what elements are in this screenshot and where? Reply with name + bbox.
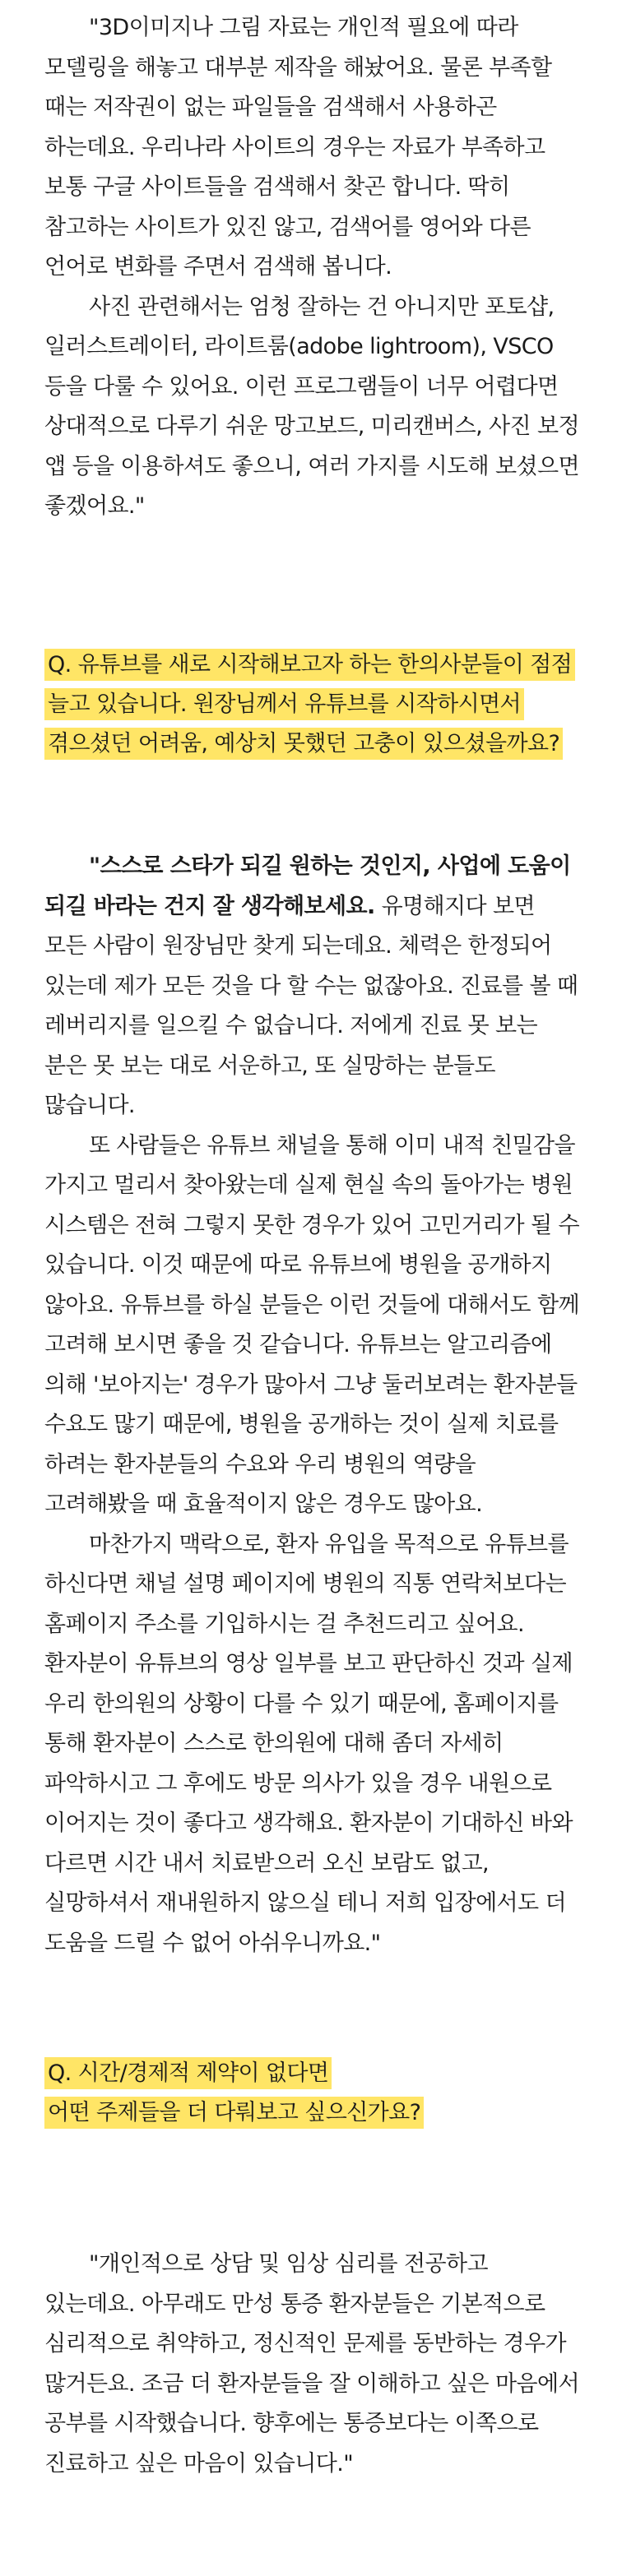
question-line <box>44 2093 581 2133</box>
answer-block-1 <box>44 8 581 527</box>
question-highlight: 어떤 주제들을 더 다뤄보고 싶으신가요? <box>44 2097 424 2129</box>
answer-block-3 <box>44 2245 581 2484</box>
answer-paragraph: 또 사람들은 유튜브 채널을 통해 이미 내적 친밀감을 가지고 멀리서 찾아왔는데 실제 현실 속의 돌아가는 병원 시스템은 전혀 그렇지 못한 경우가 있어 고민거리가 될 수 있습니다. 이것 때문에 따로 유튜브에 병원을 공개하지 않아요. 유튜브를 하실 분들은 이런 것들에 대해서도 함께 고려해 보시면 좋을 것 같습니다. 유튜브는 알고리즘에 의해 '보아지는' 경우가 많아서 그냥 둘러보려는 환자분들 수요도 많기 때문에, 병원을 공개하는 것이 실제 치료를 하려는 환자분들의 수요와 우리 병원의 역량을 고려해봤을 때 효율적이지 않은 경우도 많아요. <box>44 1132 579 1517</box>
question-text <box>44 645 581 764</box>
answer-block-2 <box>44 847 581 1963</box>
answer-text: 유명해지다 보면 모든 사람이 원장님만 찾게 되는데요. 체력은 한정되어 있는데 제가 모든 것을 다 할 수는 없잖아요. 진료를 볼 때 레버리지를 일으킬 수 없습니다. 저에게 진료 못 보는 분은 못 보는 대로 서운하고, 또 실망하는 분들도 많습니다. <box>44 893 578 1118</box>
answer-paragraph: "개인적으로 상담 및 임상 심리를 전공하고 있는데요. 아무래도 만성 통증 환자분들은 기본적으로 심리적으로 취약하고, 정신적인 문제를 동반하는 경우가 많거든요. 조금 더 환자분들을 잘 이해하고 싶은 마음에서 공부를 시작했습니다. 향후에는 통증보다는 이쪽으로 진료하고 싶은 마음이 있습니다." <box>44 2251 579 2477</box>
answer-paragraph: "3D이미지나 그림 자료는 개인적 필요에 따라 모델링을 해놓고 대부분 제작을 해놨어요. 물론 부족할 때는 저작권이 없는 파일들을 검색해서 사용하곤 하는데요. 우리나라 사이트의 경우는 자료가 부족하고 보통 구글 사이트들을 검색해서 찾곤 합니다. 딱히 참고하는 사이트가 있진 않고, 검색어를 영어와 다른 언어로 변화를 주면서 검색해 봅니다. <box>44 15 552 280</box>
question-highlight: Q. 시간/경제적 제약이 없다면 <box>44 2057 332 2089</box>
answer-paragraph: 마찬가지 맥락으로, 환자 유입을 목적으로 유튜브를 하신다면 채널 설명 페이지에 병원의 직통 연락처보다는 홈페이지 주소를 기입하시는 걸 추천드리고 싶어요. 환자분이 유튜브의 영상 일부를 보고 판단하신 것과 실제 우리 한의원의 상황이 다를 수 있기 때문에, 홈페이지를 통해 환자분이 스스로 한의원에 대해 좀더 자세히 파악하시고 그 후에도 방문 의사가 있을 경우 내원으로 이어지는 것이 좋다고 생각해요. 환자분이 기대하신 바와 다르면 시간 내서 치료받으러 오신 보람도 없고, 실망하셔서 재내원하지 않으실 테니 저희 입장에서도 더 도움을 드릴 수 없어 아쉬우니까요." <box>44 1531 573 1956</box>
answer-paragraph <box>44 847 581 1126</box>
question-block-3 <box>44 2054 581 2133</box>
answer-paragraph: 사진 관련해서는 엄청 잘하는 건 아니지만 포토샵, 일러스트레이터, 라이트룸(adobe lightroom), VSCO 등을 다룰 수 있어요. 이런 프로그램들이 너무 어렵다면 상대적으로 다루기 쉬운 망고보드, 미리캔버스, 사진 보정 앱 등을 이용하셔도 좋으니, 여러 가지를 시도해 보셨으면 좋겠어요." <box>44 294 579 519</box>
question-line <box>44 2054 581 2093</box>
question-highlight: Q. 유튜브를 새로 시작해보고자 하는 한의사분들이 점점 늘고 있습니다. 원장님께서 유튜브를 시작하시면서 겪으셨던 어려움, 예상치 못했던 고충이 있으셨을까요? <box>44 649 575 760</box>
answer-emphasis: "스스로 스타가 되길 원하는 것인지, 사업에 도움이 되길 바라는 건지 잘 생각해보세요. <box>44 853 571 919</box>
question-block-2 <box>44 645 581 764</box>
